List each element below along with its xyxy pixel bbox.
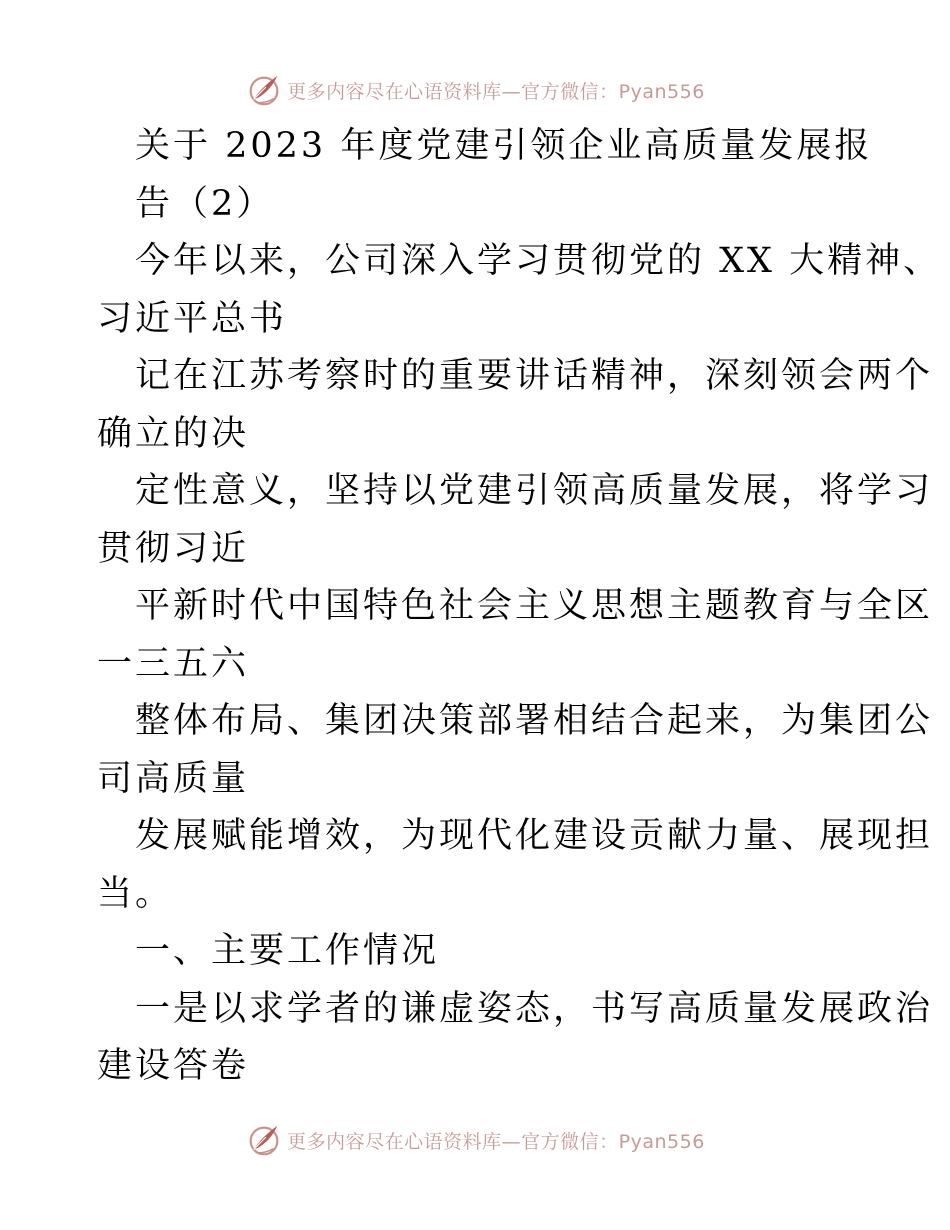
text-line: 贯彻习近 bbox=[97, 528, 250, 569]
text-line: 整体布局、集团决策部署相结合起来，为集团公 bbox=[135, 701, 934, 741]
footer-watermark bbox=[0, 1118, 950, 1162]
text-line: 发展赋能增效，为现代化建设贡献力量、展现担 bbox=[135, 816, 934, 856]
text-line: 司高质量 bbox=[97, 758, 250, 799]
watermark-text: 更多内容尽在心语资料库—官方微信：Pyan556 bbox=[287, 80, 705, 103]
text-line: 平新时代中国特色社会主义思想主题教育与全区 bbox=[135, 586, 934, 626]
watermark-text: 更多内容尽在心语资料库—官方微信：Pyan556 bbox=[287, 1130, 705, 1153]
text-line: 定性意义，坚持以党建引领高质量发展，将学习 bbox=[135, 471, 934, 511]
quill-logo-icon bbox=[245, 1121, 283, 1159]
quill-logo-icon bbox=[245, 71, 283, 109]
text-line: 记在江苏考察时的重要讲话精神，深刻领会两个 bbox=[135, 356, 934, 396]
text-line: 今年以来，公司深入学习贯彻党的 XX 大精神、 bbox=[135, 241, 942, 281]
text-line: 习近平总书 bbox=[97, 298, 288, 339]
text-line: 一三五六 bbox=[97, 643, 250, 684]
document-body bbox=[97, 118, 942, 1096]
text-line: 告（2） bbox=[135, 183, 275, 224]
text-line: 建设答卷 bbox=[97, 1046, 250, 1086]
header-watermark bbox=[0, 68, 950, 112]
text-line: 关于 2023 年度党建引领企业高质量发展报 bbox=[135, 126, 873, 166]
text-line: 当。 bbox=[97, 873, 174, 914]
text-line: 一是以求学者的谦虚姿态，书写高质量发展政治 bbox=[135, 988, 934, 1029]
text-line: 确立的决 bbox=[97, 413, 250, 454]
text-line: 一、主要工作情况 bbox=[135, 931, 440, 971]
